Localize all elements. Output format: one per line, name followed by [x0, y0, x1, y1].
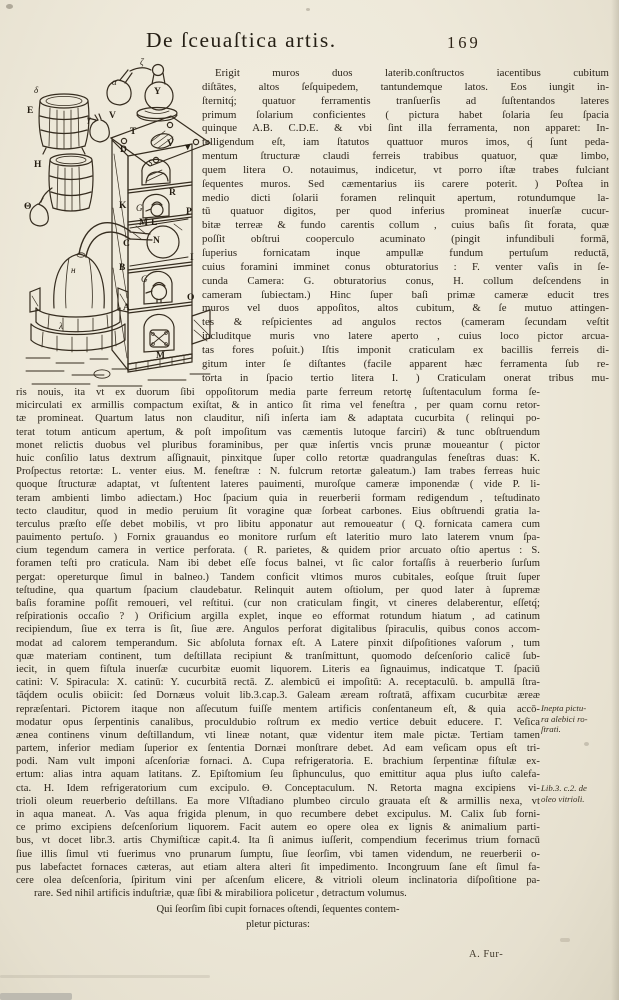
- text-line: terculus præſto eſſe debet mobilis, vt pro libitu apponatur aut remoueatur ( Q. fornicata camera cum: [16, 518, 540, 530]
- text-line: ertum: alias intra aquam latitans. Ζ. Epiſtomium ſeu ſiphunculus, quo emittitur aqua plus iuſto calefa-: [16, 769, 540, 781]
- figure-label-ζ: ζ: [140, 57, 144, 67]
- figure-label-S: S: [148, 158, 153, 168]
- figure-label-A: A: [123, 303, 130, 313]
- figure-label-V: V: [167, 139, 174, 149]
- text-line: repræſentari. Pictorem itaque non aſſecutum fuiſſe mentem artificis conſentaneum eſt, & quia accō-: [16, 703, 540, 715]
- text-line: torta in ſpacio tertio litera I. ) Craticulam onerat tribus mu-: [202, 371, 609, 384]
- text-line: medio dicti ſolarii foramen relinquit apertum, rotundumque la-: [202, 191, 609, 204]
- scan-artifact: [0, 975, 210, 978]
- figure-label-P: P: [186, 207, 192, 217]
- figure-label-L: L: [151, 218, 158, 228]
- scan-artifact: [6, 4, 13, 9]
- closing-line: Qui ſeorſim ſibi cupit fornaces oſtendi, ſequentes contem-: [156, 904, 400, 915]
- text-line: tes & reſpicientes ad angulos rectos (cameram ſecundam veſtit: [202, 316, 609, 329]
- margin-note-lib3-c2: [541, 783, 615, 804]
- figure-label-M: M: [139, 218, 148, 228]
- text-line: quinque A.B. C.D.E. & vbi ſint illa ferramenta, non apparet: In-: [202, 122, 609, 135]
- text-line: Proſpectus retortæ: L. venter eius. M. feneſtræ : N. fulcrum retortæ galeatum.) Iam trabes ferreas huic: [16, 466, 540, 478]
- text-line: muros vel duos appoſitos, altos cubitum, & ſe mutuo attingen-: [202, 302, 609, 315]
- body-text-column: [16, 386, 540, 900]
- text-line: partem, inferior mediam ſuperior ex ſententia Dornæi monſtrare debet. Ad eam veſicam opus eſt tri-: [16, 743, 540, 755]
- text-line: huic conſilio latus dextrum aſſignauit, pinxitque ſuper collo retortæ quadrangulas feneſtras duas: K.: [16, 452, 540, 464]
- text-line: tāq́dem oculis obiicit: ſed Dornæus voluit lib.3.cap.3. Galeam æream roſtratā, affixam cucurbitæ æreæ: [16, 690, 540, 702]
- text-line: ſiue illis ſimul vti fuerimus vno prunarum ſumptu, ſiue ſeorſim, vbi tamen videndum, ne reuerberii o-: [16, 848, 540, 860]
- text-line: modatur opus ſerpentinis canalibus, proculdubio roſtrum ex medio vertice debuit educere. Γ. Veſica: [16, 716, 540, 728]
- margin-note-line: oleo vitrioli.: [541, 793, 585, 804]
- text-line: pauimento pertuſo. ) Fornix grauandus eo monitore rurſum eſt lateritio muro lato laterem vnum ſpa-: [16, 532, 540, 544]
- text-line: baſis foramine poſſit remoueri, vel reſtitui. (cur non craticulam fingit, vt cineres delaberentur, eſſetq́;: [16, 598, 540, 609]
- text-line: micirculati ex armillis compactum exiſtat, & in antico ſit rima vel feneſtra , per quam cornu retor-: [16, 400, 540, 412]
- receiver-flask-1: [90, 114, 109, 142]
- margin-note-line: Inepta pictu-: [541, 703, 587, 713]
- text-line: rare. Sed nihil artificis induſtriæ, quæ ſibi & mirabiliora policetur , detractum volumus.: [34, 888, 407, 900]
- figure-label-D: D: [120, 145, 127, 155]
- text-line: ſequentes muros. Sed cæmentarius iis carere poterit. ) Poſtea in: [202, 177, 609, 190]
- cooling-cask-2: [41, 154, 93, 211]
- page-title: De ſceuaſtica artis.: [146, 28, 337, 52]
- text-line: cunda Camera: G. obturatorius conus, H. collum deſcendens in: [202, 274, 609, 287]
- figure-label-G: G: [141, 274, 148, 284]
- text-line: teram ambienti limbo adiectam.) Hoc ſpacium quia in reuerberii formam redigendum , teſtudinato: [16, 492, 540, 504]
- text-line: diſtātes, altos ſeſquipedem, tantundemque latos. Eos iungit in-: [202, 80, 609, 93]
- figure-label-Η: Η: [34, 160, 42, 170]
- text-line: tū quatuor digitos, per quod inferius promineat inuerſæ cucur-: [202, 205, 609, 218]
- margin-note-line: ſtrati.: [541, 724, 561, 735]
- wrapped-text-column: [202, 67, 609, 385]
- text-line: tæ promineat. Quartum latus non clauditur, niſi inſerta iam & adaptata cucurbita ( relinqui po-: [16, 413, 540, 425]
- ground: [26, 358, 210, 386]
- page-number: 169: [447, 33, 481, 52]
- figure-label-O: O: [187, 293, 195, 303]
- text-line: reſpirationis occaſio ? ) Orificium argilla explet, inque eo efformat rotundum hiatum , ad catinum: [16, 611, 540, 623]
- text-line: ænea continens vinum deſtillandum, vti lineæ notant, quæ videntur item male pictæ. Tertiam tamen: [16, 729, 540, 741]
- text-line: ſternitq́; quatuor ferramentis tranſuerſis ad ſuſtentandos lateres: [202, 94, 609, 107]
- text-line: terat totum anticum apertum, & poſt impoſitum vas cæmentis lutoque farciri) & tunc obſtruendum: [16, 426, 540, 438]
- figure-label-λ: λ: [59, 321, 63, 331]
- text-line: poſſit obſtrui cooperculo acuminato (pingit infundibuli formā,: [202, 233, 609, 246]
- text-line: quæ materiam continent, tum deſtillata recipiunt & tranſmittunt, quomodo deſcenſorio calicē ſub-: [16, 650, 540, 662]
- text-line: in aqua maneat. Λ. Vas aqua frigida plenum, in quo recumbere debet excipulus. Μ. Calix ſub forni-: [16, 809, 540, 820]
- text-line: gitum inter ſe diſtantes (facile apparent hæc ferramenta ſub re-: [202, 357, 609, 370]
- woodcut-illustration: [24, 58, 216, 390]
- figure-label-M: M: [156, 351, 165, 361]
- text-line: tas fores poſuit.) Iſtis imponit craticulam ex bacillis ferreis di-: [202, 343, 609, 356]
- text-line: includitque muris vno latere aperto , cuius loco pictor arcua-: [202, 330, 609, 343]
- margin-note-line: ra alebici ro-: [541, 713, 588, 724]
- text-line: cuius foramini imminet conus obturatorius : F. venter vaſis in ſe-: [202, 260, 609, 273]
- figure-label-γ: γ: [87, 114, 91, 124]
- text-line: primum ſolarium conficientes ( pictura habet ſolaria ſeu ſpacia: [202, 108, 609, 121]
- figure-label-Ε: Ε: [27, 106, 34, 116]
- catchword: A. Fur-: [469, 949, 504, 960]
- closing-line: pletur picturas:: [246, 918, 310, 930]
- text-line: teſtudine, qua quartum ſpacium claudebatur. Relinquit autem oſtiolum, per quod later à ſupremæ: [16, 584, 540, 596]
- scan-artifact: [306, 8, 310, 11]
- text-line: trioli oleum reuerberio deſtillans. Ea more Vlſtadiano plumbeo circulo grauata eſt & armillis nexa, vt: [16, 795, 540, 807]
- text-line: cta. Η. Idem refrigeratorium cum excipulo. Θ. Conceptaculum. Ν. Retorta magna excipiens vi-: [16, 782, 540, 794]
- margin-note-inepta-pictura: [541, 703, 615, 735]
- text-line: catini: V. Spiracula: X. catinū: Y. cucurbitā rectā. Z. alembicū ei impoſitū: A. receptaculū. b. ampullā ſtra-: [16, 677, 540, 689]
- text-line: iecit, in quem fiſtula inuerſæ cucurbitæ euomit liquorem. Literis ea ſignauimus, indicatque T. ſpaciū: [16, 663, 540, 675]
- figure-label-R: R: [169, 188, 176, 198]
- text-line: tecto clauditur, quod in medio peruium ſit voragine quæ ſorbeat carbones. Eius obſtruendi gratia la-: [16, 505, 540, 517]
- dome-furnace: [30, 253, 128, 352]
- scan-artifact: [0, 993, 72, 1000]
- scan-artifact: [584, 742, 589, 746]
- text-line: ris nouis, ita vt ex duorum ſibi oppoſitorum media parte ferreum retortę ſuſtentaculum forma ſe-: [16, 387, 540, 398]
- scan-artifact: [560, 938, 570, 942]
- figure-label-B: B: [119, 263, 126, 273]
- receiver-flask-theta: [30, 198, 48, 226]
- figure-label-N: N: [153, 236, 160, 246]
- figure-label-K: K: [119, 201, 127, 211]
- figure-label-G: G: [136, 203, 143, 213]
- text-line: bus, vt docet libr.3. artis Chymiſticæ capit.4. Ita ſi animus iuſſerit, compendium fecerimus trium fornacū: [16, 835, 540, 847]
- text-line: monet relictis duobus vel pluribus foraminibus, per quæ inſertis vncis prunæ moueantur ( pictor: [16, 439, 540, 451]
- text-line: telligendum eſt, iam ſtatutos quattuor muros imos, q́ ſunt peda-: [202, 136, 609, 149]
- text-line: pus labefactet fornaces cæteras, aut etiam altera alteri ſit impedimento. Incongruum ſane eſt ſimul fa-: [16, 861, 540, 873]
- text-line: quoque ſtructuræ adaptat, vt ſuſtentent lateres pauimenti, muroſque cameræ imponendæ ( vide P. li-: [16, 479, 540, 491]
- text-line: foramen teſti pro craticula. Nam ibi debet eſſe focus balnei, vt ſic calor fortaſſis à reuerberio ſurſum: [16, 558, 540, 570]
- text-line: recipiendum, ſiue ex terra is ſit, ſiue ære. Angulos perforat digitalibus ſpiraculis, quibus conos accom-: [16, 624, 540, 636]
- figure-label-▼: ▼: [183, 143, 193, 153]
- figure-label-C: C: [123, 239, 130, 249]
- text-line: ce primo excipiens deſcenſorium liquorem. Facit autem eo opere olea ex lignis & animalium parti-: [16, 822, 540, 834]
- text-line: quem litera O. notauimus, indicetur, vt porro iſtæ trabes fulciant: [202, 163, 609, 176]
- text-line: cameram ſubiectam.) Hinc ſuper baſi primæ cameræ educit tres: [202, 288, 609, 301]
- cooling-cask-1: [39, 94, 96, 154]
- figure-label-α: α: [112, 77, 117, 87]
- figure-label-Θ: Θ: [24, 202, 32, 212]
- text-line: ſuperius fornicatam inque ampullæ fundum pertuſum reductā,: [202, 246, 609, 259]
- figure-label-δ: δ: [34, 85, 39, 95]
- figure-label-T: T: [130, 127, 137, 137]
- text-line: modat ad calorem temperandum. Sic abſoluta fornax eſt. A Latere pinxit diſpoſitiones vaſorum , tum: [16, 637, 540, 649]
- figure-label-Y: Y: [154, 87, 161, 97]
- margin-note-line: Lib.3. c.2. de: [541, 783, 587, 793]
- figure-label-ʜ: ʜ: [71, 265, 76, 275]
- woodcut-drawing: [24, 58, 216, 390]
- figure-label-I: I: [190, 253, 194, 263]
- closing-lines: [16, 903, 540, 932]
- text-line: cere olea deſcenſoria, ſpiritum vini per aſcenſum elicere, & vitrioli oleum inclinatoria diſpoſitione pa-: [16, 874, 540, 886]
- text-line: mentum ſtructuræ claudi ferreis trabibus quatuor, quæ limbo,: [202, 150, 609, 163]
- text-line: bitæ terreæ & fundo carentis collum , cuius baſis ſit forata, quæ: [202, 219, 609, 232]
- figure-label-V: V: [109, 111, 116, 121]
- text-line: podi. Nam vult imponi aſcenſoriæ fornaci. Δ. Cupa refrigeratoria. Ε. brachium ſerpentinæ fiſtulæ ex-: [16, 756, 540, 768]
- text-line: pergat: opereturque ſimul in balneo.) Tandem conficit vltimos muros cubitales, eoſque ſtruit ſuper: [16, 571, 540, 583]
- text-line: cium tegendum camera in vertice perforata. ( R. parietes, & quidem prior arcuato oſtio apertus : S.: [16, 545, 540, 557]
- text-line: Erigit muros duos laterib.conſtructos iacentibus cubitum: [215, 67, 609, 79]
